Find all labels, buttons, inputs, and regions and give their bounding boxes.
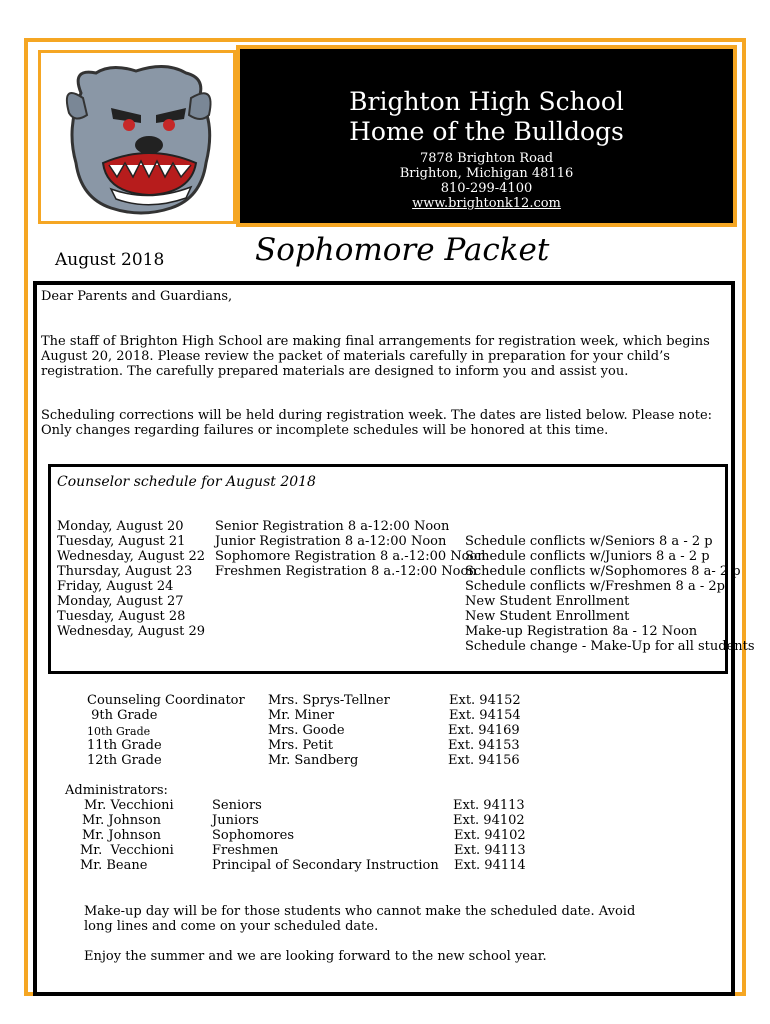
schedule-registrations — [215, 519, 486, 579]
admin-name: Mr. Johnson — [82, 828, 162, 843]
admin-ext: Ext. 94113 — [454, 843, 526, 858]
school-name: Brighton High School — [349, 87, 624, 116]
admin-ext: Ext. 94113 — [453, 798, 525, 813]
admin-role: Sophomores — [212, 828, 294, 843]
conflict-item: Schedule change - Make-Up for all students — [465, 639, 755, 654]
counselor-ext: Ext. 94156 — [448, 753, 520, 768]
counselor-ext: Ext. 94169 — [448, 723, 520, 738]
conflict-item: Schedule conflicts w/Sophomores 8 a- 2 p — [465, 564, 741, 579]
conflict-item: Make-up Registration 8a - 12 Noon — [465, 624, 698, 639]
registration-item: Junior Registration 8 a-12:00 Noon — [215, 534, 447, 549]
scheduling-paragraph: Scheduling corrections will be held during registration week. The dates are listed below. Please note: Only changes regarding failures or incomplete schedules will be honored at this time. — [41, 408, 713, 438]
registration-item: Senior Registration 8 a-12:00 Noon — [215, 519, 450, 534]
counselor-ext: Ext. 94153 — [448, 738, 520, 753]
schedule-day: Tuesday, August 28 — [57, 609, 186, 624]
phone-number: 810-299-4100 — [440, 181, 533, 196]
schedule-day: Thursday, August 23 — [57, 564, 193, 579]
makeup-note: Make-up day will be for those students who cannot make the scheduled date. Avoid long lines and come on your scheduled date. — [84, 904, 636, 934]
city-address: Brighton, Michigan 48116 — [399, 166, 574, 181]
counselor-name: Mrs. Sprys-Tellner — [268, 693, 390, 708]
logo-box — [38, 50, 236, 224]
registration-item: Sophomore Registration 8 a.-12:00 Noon — [215, 549, 486, 564]
admin-name: Mr. Johnson — [82, 813, 162, 828]
admin-ext: Ext. 94102 — [454, 828, 526, 843]
counselor-ext: Ext. 94152 — [449, 693, 521, 708]
packet-date: August 2018 — [55, 250, 165, 270]
schedule-title: Counselor schedule for August 2018 — [57, 474, 316, 490]
admin-ext: Ext. 94114 — [454, 858, 526, 873]
bulldog-mascot-icon — [41, 53, 233, 221]
counselor-name: Mrs. Goode — [268, 723, 345, 738]
admin-role: Seniors — [212, 798, 262, 813]
closing-note: Enjoy the summer and we are looking forward to the new school year. — [84, 949, 547, 964]
schedule-conflicts — [465, 534, 755, 654]
website-link[interactable]: www.brightonk12.com — [412, 196, 561, 211]
schedule-day: Wednesday, August 22 — [57, 549, 206, 564]
greeting: Dear Parents and Guardians, — [41, 289, 233, 304]
counselor-role: 10th Grade — [87, 725, 151, 738]
schedule-day: Monday, August 27 — [57, 594, 184, 609]
counselor-role: 11th Grade — [87, 738, 162, 753]
counselor-name: Mr. Miner — [268, 708, 335, 723]
intro-paragraph: The staff of Brighton High School are making final arrangements for registration week, which begins August 20, 2018. Please review the packet of materials carefully in preparation for your child’s registration. The carefully prepared materials are designed to inform you and assist you. — [41, 334, 710, 379]
counselor-role: 12th Grade — [87, 753, 162, 768]
conflict-item: Schedule conflicts w/Seniors 8 a - 2 p — [465, 534, 713, 549]
counselor-ext: Ext. 94154 — [449, 708, 521, 723]
conflict-item: Schedule conflicts w/Juniors 8 a - 2 p — [465, 549, 710, 564]
schedule-day: Monday, August 20 — [57, 519, 184, 534]
admin-name: Mr. Vecchioni — [80, 843, 174, 858]
administrators-heading: Administrators: — [65, 783, 168, 798]
schedule-days — [57, 519, 205, 639]
registration-item: Freshmen Registration 8 a.-12:00 Noon — [215, 564, 477, 579]
counselor-role: 9th Grade — [87, 708, 158, 723]
school-tagline: Home of the Bulldogs — [349, 117, 624, 146]
admin-role: Freshmen — [212, 843, 279, 858]
counselor-name: Mrs. Petit — [268, 738, 333, 753]
schedule-day: Tuesday, August 21 — [57, 534, 186, 549]
counselor-role: Counseling Coordinator — [87, 693, 245, 708]
packet-title: Sophomore Packet — [255, 232, 550, 268]
admin-ext: Ext. 94102 — [453, 813, 525, 828]
schedule-day: Wednesday, August 29 — [57, 624, 206, 639]
admin-role: Juniors — [212, 813, 259, 828]
conflict-item: New Student Enrollment — [465, 609, 630, 624]
conflict-item: Schedule conflicts w/Freshmen 8 a - 2p — [465, 579, 725, 594]
admin-name: Mr. Vecchioni — [84, 798, 174, 813]
counselor-name: Mr. Sandberg — [268, 753, 359, 768]
admin-name: Mr. Beane — [80, 858, 148, 873]
school-header — [236, 45, 737, 227]
street-address: 7878 Brighton Road — [419, 151, 554, 166]
conflict-item: New Student Enrollment — [465, 594, 630, 609]
admin-role: Principal of Secondary Instruction — [212, 858, 439, 873]
schedule-day: Friday, August 24 — [57, 579, 174, 594]
